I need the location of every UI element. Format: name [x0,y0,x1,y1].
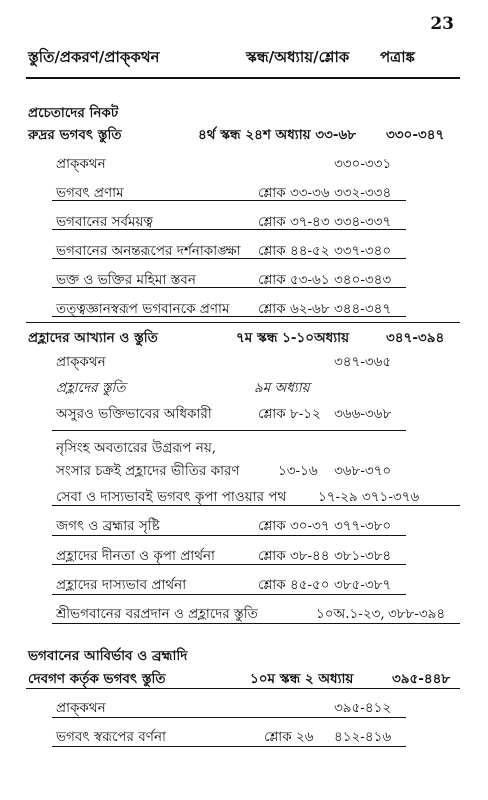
entry-rule [52,430,406,431]
section-pages: ৩৯৫-৪৪৮ [392,671,451,687]
entry-label: তত্ত্বজ্ঞানস্বরূপ ভগবানকে প্রণাম [56,301,230,317]
entry-pages: ৩৪৭-৩৬৫ [334,354,392,370]
toc-entry [0,574,488,600]
entry-pages: ৩৩০-৩৩১ [334,156,392,172]
entry-label: নৃসিংহ অবতারের উগ্ররূপ নয়, [56,440,217,456]
entry-label: সেবা ও দাস্যভাবই ভগবৎ কৃপা পাওয়ার পথ [56,489,287,505]
entry-pages: ৩৩২-৩৩৪ [334,185,392,201]
entry-label: শ্রীভগবানের বরপ্রদান ও প্রহ্লাদের স্তুতি [56,606,258,622]
entry-pages: ৩৮৮-৩৯৪ [388,606,446,622]
entry-label: প্রহ্লাদের দাস্যভাব প্রার্থনা [56,577,187,593]
section-pages: ৩৪৭-৩৯৪ [386,330,445,346]
entry-pages: ৩৩৪-৩৩৭ [334,214,392,230]
entry-label: প্রাক্‌কথন [56,700,106,716]
toc-entry [0,377,488,403]
entry-pages: ৩৭৭-৩৮০ [334,518,392,534]
toc-entry [0,351,488,377]
entry-rule [52,258,406,259]
entry-label: ভক্ত ও ভক্তির মহিমা স্তবন [56,272,196,288]
entry-pages: ৩৯৫-৪১২ [334,700,392,716]
entry-label: ভগবৎ স্বরূপের বর্ণনা [56,729,166,745]
toc-entry [0,460,488,486]
entry-rule [52,200,406,201]
entry-rule [52,535,406,536]
entry-rule [52,316,406,317]
entry-label: অসুরও ভক্তিভাবের অধিকারী [56,406,212,422]
entry-label: প্রাক্‌কথন [56,156,106,172]
entry-pages: ৩৩৭-৩৪০ [334,243,392,259]
entry-label: জগৎ ও ব্রহ্মার সৃষ্টি [56,518,160,534]
toc-entry [0,182,488,208]
section-divider [26,688,460,689]
entry-reference: ১০অ.১-২৩, [316,606,385,622]
entry-pages: ৩৪০-৩৪৩ [334,272,392,288]
toc-entry [0,153,488,179]
toc-entry [0,726,488,752]
entry-rule [52,229,406,230]
entry-pages: ৩৮৫-৩৮৭ [334,577,392,593]
entry-pages: ৩৭১-৩৭৬ [362,489,420,505]
section-reference: ৪র্থ স্কন্ধ ২৪শ অধ্যায় ৩৩-৬৮ [198,127,356,143]
entry-reference: ৯ম অধ্যায় [254,380,310,396]
section-title: দেবগণ কর্তৃক ভগবৎ স্তুতি [28,671,166,687]
section-heading-text: ভগবানের আবির্ভাব ও ব্রহ্মাদি [28,648,188,664]
entry-reference: শ্লোক ৪৪-৫২ [258,243,330,259]
toc-entry [0,486,488,512]
entry-label: সংসার চক্রই প্রহ্লাদের ভীতির কারণ [56,463,240,479]
entry-reference: শ্লোক ২৬ [264,729,314,745]
entry-rule [52,717,406,718]
section-title-row [0,327,488,353]
entry-reference: শ্লোক ৩৮-৪৪ [258,548,330,564]
entry-label: ভগবানের অনন্তরূপের দর্শনাকাঙ্ক্ষা [56,243,241,259]
page-number: 23 [430,14,454,34]
toc-entry [0,545,488,571]
column-header-reference: স্কন্ধ/অধ্যায়/শ্লোক [246,48,350,66]
entry-rule [52,594,406,595]
entry-reference: শ্লোক ৩৩-৩৬ [258,185,330,201]
entry-reference: শ্লোক ৩৭-৪৩ [258,214,330,230]
section-heading-text: প্রচেতাদের নিকট [28,105,119,121]
entry-reference: শ্লোক ৮-১২ [258,406,321,422]
entry-reference: শ্লোক ৫৩-৬১ [258,272,330,288]
column-header [28,46,458,70]
entry-pages: ৩৮১-৩৮৪ [334,548,392,564]
column-header-pages: পত্রাঙ্ক [380,48,415,66]
entry-reference: ১৭-২৯ [318,489,358,505]
section-title: রুদ্রর ভগবৎ স্তুতি [28,127,122,143]
header-rule [26,77,460,79]
entry-rule [52,505,460,506]
toc-entry [0,240,488,266]
section-title-row [0,668,488,694]
entry-pages: ৩৬৮-৩৭০ [334,463,392,479]
section-title-row [0,124,488,150]
section-reference: ৭ম স্কন্ধ ১-১০অধ্যায় [236,330,350,346]
entry-reference: শ্লোক ৪৫-৫০ [258,577,330,593]
entry-label: ভগবৎ প্রণাম [56,185,124,201]
entry-label: ভগবানের সর্বময়ত্ব [56,214,154,230]
toc-entry [0,298,488,324]
column-header-contents: স্তুতি/প্রকরণ/প্রাক্‌কথন [28,48,160,66]
entry-rule [52,746,406,747]
entry-rule [52,287,406,288]
toc-entry [0,211,488,237]
entry-pages: ৪১২-৪১৬ [334,729,392,745]
entry-reference: শ্লোক ৬২-৬৮ [258,301,330,317]
entry-label: প্রহ্লাদের দীনতা ও কৃপা প্রার্থনা [56,548,215,564]
section-pages: ৩৩০-৩৪৭ [386,127,445,143]
toc-entry [0,269,488,295]
toc-entry [0,697,488,723]
entry-reference: ১৩-১৬ [278,463,318,479]
entry-reference: শ্লোক ৩০-৩৭ [258,518,330,534]
toc-entry [0,515,488,541]
entry-rule [52,623,460,624]
entry-rule [52,564,406,565]
entry-label: প্রহ্লাদের স্তুতি [56,380,126,396]
section-divider [26,322,460,323]
entry-label: প্রাক্‌কথন [56,354,106,370]
entry-pages: ৩৪৪-৩৪৭ [334,301,392,317]
section-title: প্রহ্লাদের আখ্যান ও স্তুতি [28,330,158,346]
section-reference: ১০ম স্কন্ধ ২ অধ্যায় [250,671,354,687]
entry-pages: ৩৬৬-৩৬৮ [334,406,392,422]
toc-entry [0,403,488,429]
toc-entry [0,603,488,629]
